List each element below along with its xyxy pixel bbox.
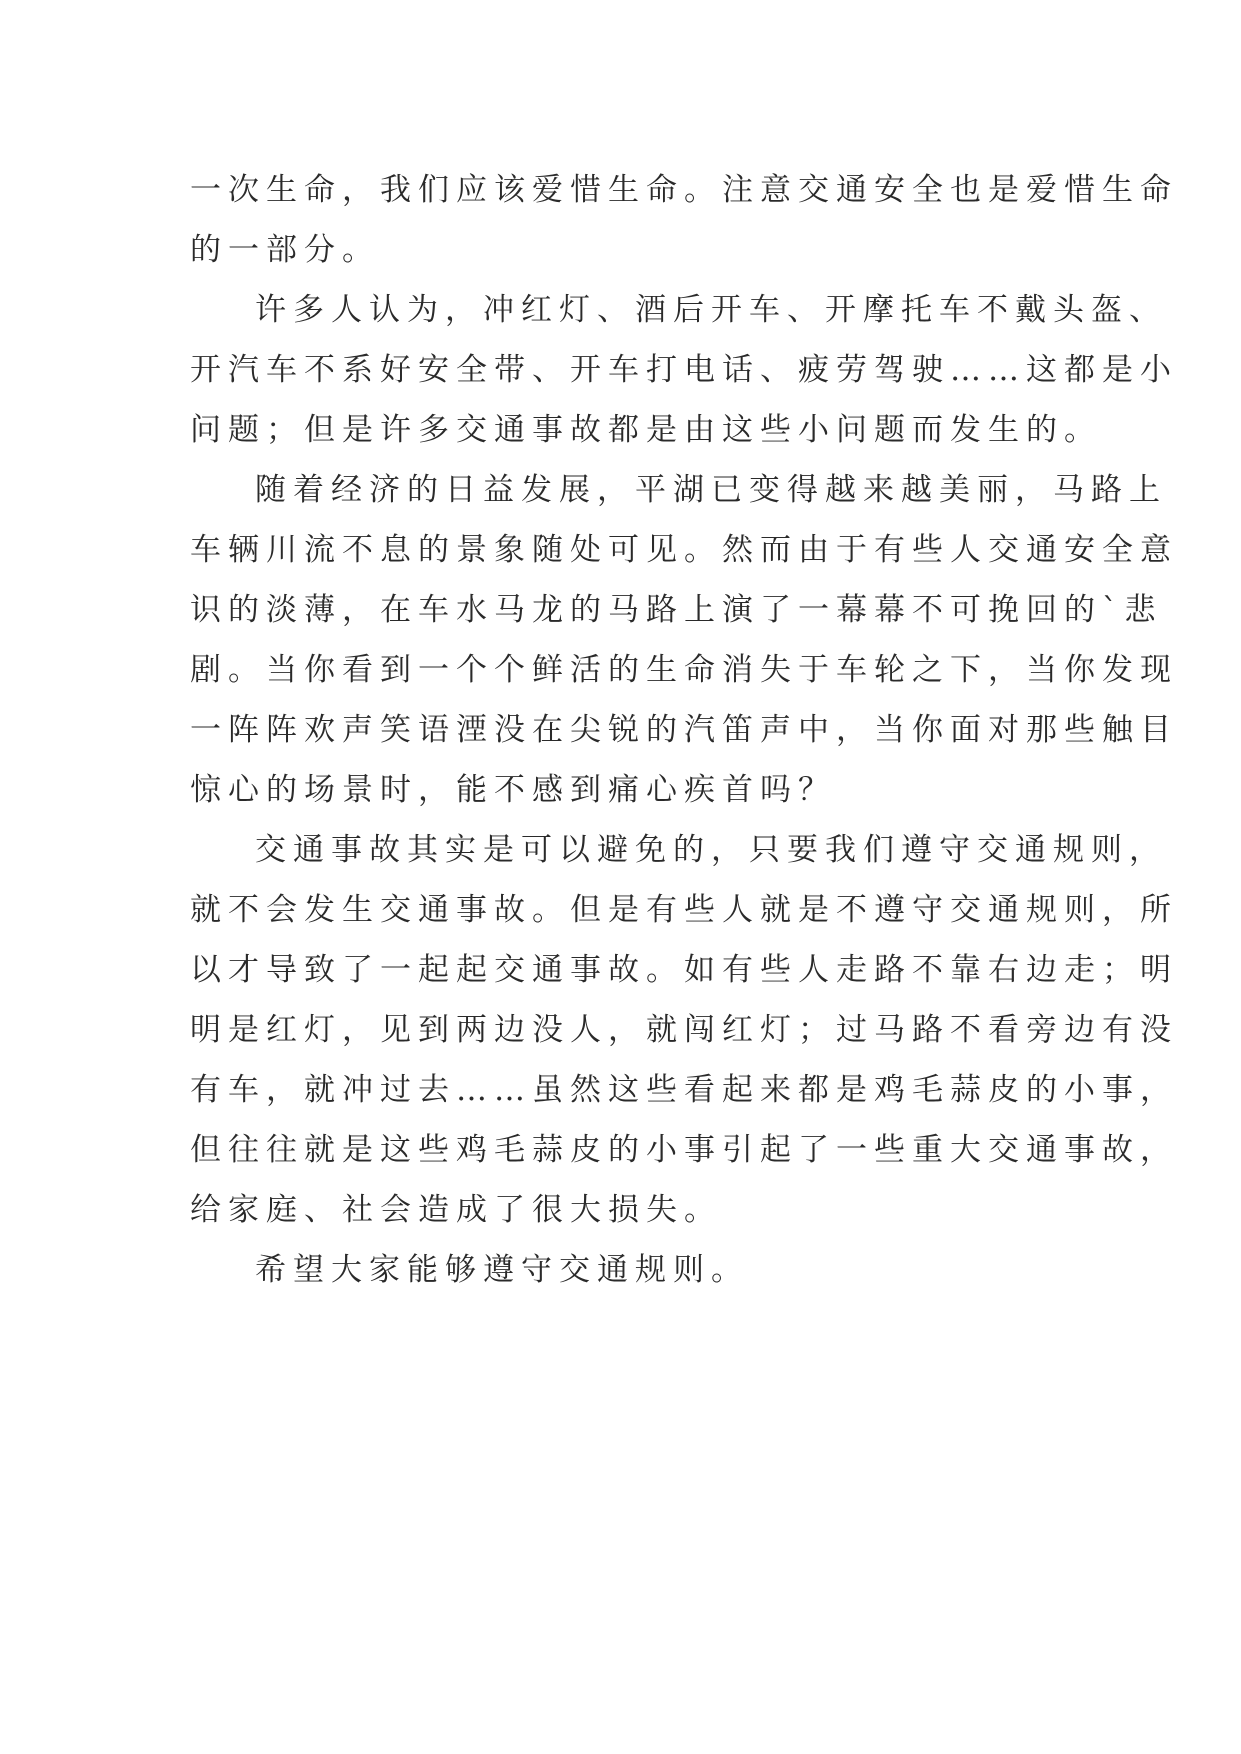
paragraph-line: 惊心的场景时，能不感到痛心疾首吗？ xyxy=(190,772,836,808)
paragraph-line: 就不会发生交通事故。但是有些人就是不遵守交通规则，所 xyxy=(190,892,1178,928)
paragraph-line: 剧。当你看到一个个鲜活的生命消失于车轮之下，当你发现 xyxy=(190,652,1178,688)
paragraph-line: 随着经济的日益发展，平湖已变得越来越美丽，马路上 xyxy=(255,472,1167,508)
paragraph-line: 问题；但是许多交通事故都是由这些小问题而发生的。 xyxy=(190,412,1102,448)
paragraph-line: 有车，就冲过去……虽然这些看起来都是鸡毛蒜皮的小事， xyxy=(190,1072,1178,1108)
paragraph-line: 希望大家能够遵守交通规则。 xyxy=(255,1252,749,1288)
paragraph-line: 明是红灯，见到两边没人，就闯红灯；过马路不看旁边有没 xyxy=(190,1012,1178,1048)
paragraph-line: 的一部分。 xyxy=(190,232,380,268)
paragraph-line: 识的淡薄，在车水马龙的马路上演了一幕幕不可挽回的`悲 xyxy=(190,592,1163,628)
paragraph-line: 但往往就是这些鸡毛蒜皮的小事引起了一些重大交通事故， xyxy=(190,1132,1178,1168)
paragraph-line: 车辆川流不息的景象随处可见。然而由于有些人交通安全意 xyxy=(190,532,1178,568)
document-body xyxy=(190,160,1178,1300)
paragraph-line: 交通事故其实是可以避免的，只要我们遵守交通规则， xyxy=(255,832,1167,868)
paragraph-line: 许多人认为，冲红灯、酒后开车、开摩托车不戴头盔、 xyxy=(255,292,1167,328)
paragraph-line: 一次生命，我们应该爱惜生命。注意交通安全也是爱惜生命 xyxy=(190,172,1178,208)
paragraph-line: 开汽车不系好安全带、开车打电话、疲劳驾驶……这都是小 xyxy=(190,352,1178,388)
paragraph-line: 给家庭、社会造成了很大损失。 xyxy=(190,1192,722,1228)
paragraph-line: 以才导致了一起起交通事故。如有些人走路不靠右边走；明 xyxy=(190,952,1178,988)
paragraph-line: 一阵阵欢声笑语湮没在尖锐的汽笛声中，当你面对那些触目 xyxy=(190,712,1178,748)
